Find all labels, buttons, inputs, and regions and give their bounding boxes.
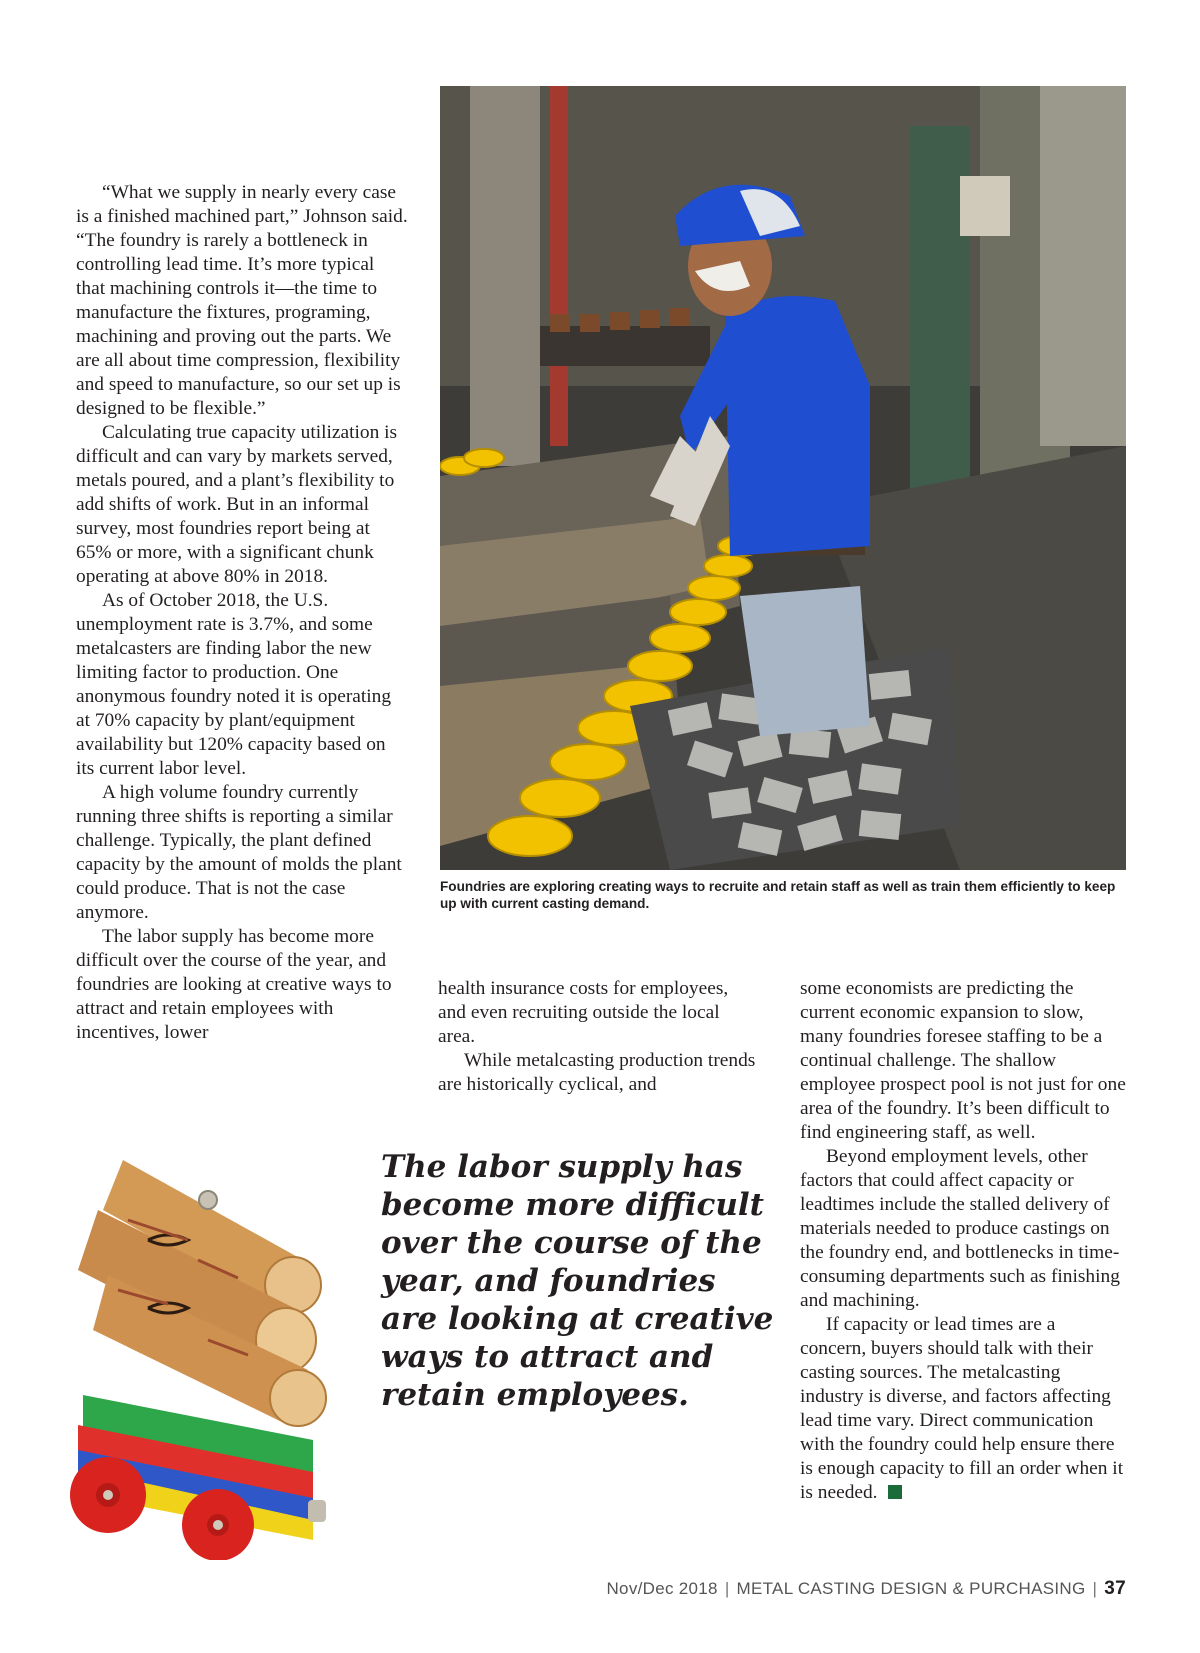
page-number: 37 xyxy=(1104,1578,1126,1599)
paragraph xyxy=(800,1313,1126,1505)
wooden-toy-train-image xyxy=(68,1140,368,1560)
article-column-2 xyxy=(438,977,758,1097)
foundry-worker-photo xyxy=(440,86,1126,870)
toy-train-illustration xyxy=(68,1140,368,1560)
photo-caption: Foundries are exploring creating ways to recruite and retain staff as well as train them efficiently to keep up with current casting demand. xyxy=(440,879,1116,911)
page-footer: Nov/Dec 2018 | METAL CASTING DESIGN & PURCHASING | 37 xyxy=(606,1578,1126,1599)
paragraph: A high volume foundry currently running three shifts is reporting a similar challenge. Typically, the plant defined capacity by the amount of molds the plant could produce. That is not the case anymore. xyxy=(76,782,402,923)
paragraph: Calculating true capacity utilization is difficult and can vary by markets served, metals poured, and a plant’s flexibility to add shifts of work. But in an informal survey, most foundries report being at 65% or more, with a significant chunk operating at above 80% in 2018. xyxy=(76,422,398,587)
issue-date: Nov/Dec 2018 xyxy=(606,1579,718,1598)
paragraph: The labor supply has become more difficult over the course of the year, and foundries are looking at creative ways to attract and retain employees with incentives, lower xyxy=(76,926,392,1043)
end-of-article-icon xyxy=(888,1485,902,1499)
paragraph: As of October 2018, the U.S. unemployment rate is 3.7%, and some metalcasters are finding labor the new limiting factor to production. One anonymous foundry noted it is operating at 70% capacity by plant/equipment availability but 120% capacity based on its current labor level. xyxy=(76,590,392,779)
publication-name: METAL CASTING DESIGN & PURCHASING xyxy=(736,1579,1086,1598)
pull-quote: The labor supply has become more difficult over the course of the year, and foundries are looking at creative ways to attract and retain employees. xyxy=(381,1149,774,1413)
paragraph-text: If capacity or lead times are a concern, buyers should talk with their casting sources. The metalcasting industry is diverse, and factors affecting lead time vary. Direct communication with the foundry could help ensure there is enough capacity to fill an order when it is needed. xyxy=(800,1314,1124,1503)
paragraph: Beyond employment levels, other factors that could affect capacity or leadtimes include the stalled delivery of materials needed to produce castings on the foundry end, and bottlenecks in time-consuming departments such as finishing and machining. xyxy=(800,1146,1120,1311)
foundry-scene-illustration xyxy=(440,86,1126,870)
paragraph: While metalcasting production trends are historically cyclical, and xyxy=(438,1050,756,1095)
article-column-1 xyxy=(76,181,408,1045)
paragraph: health insurance costs for employees, and even recruiting outside the local area. xyxy=(438,978,729,1047)
paragraph: some economists are predicting the current economic expansion to slow, many foundries foresee staffing to be a continual challenge. The shallow employee prospect pool is not just for one area of the foundry. It’s been difficult to find engineering staff, as well. xyxy=(800,978,1126,1143)
article-column-3 xyxy=(800,977,1126,1505)
paragraph: “What we supply in nearly every case is a finished machined part,” Johnson said. “The foundry is rarely a bottleneck in controlling lead time. It’s more typical that machining controls it—the time to manufacture the fixtures, programing, machining and proving out the parts. We are all about time compression, flexibility and speed to manufacture, so our set up is designed to be flexible.” xyxy=(76,182,408,419)
